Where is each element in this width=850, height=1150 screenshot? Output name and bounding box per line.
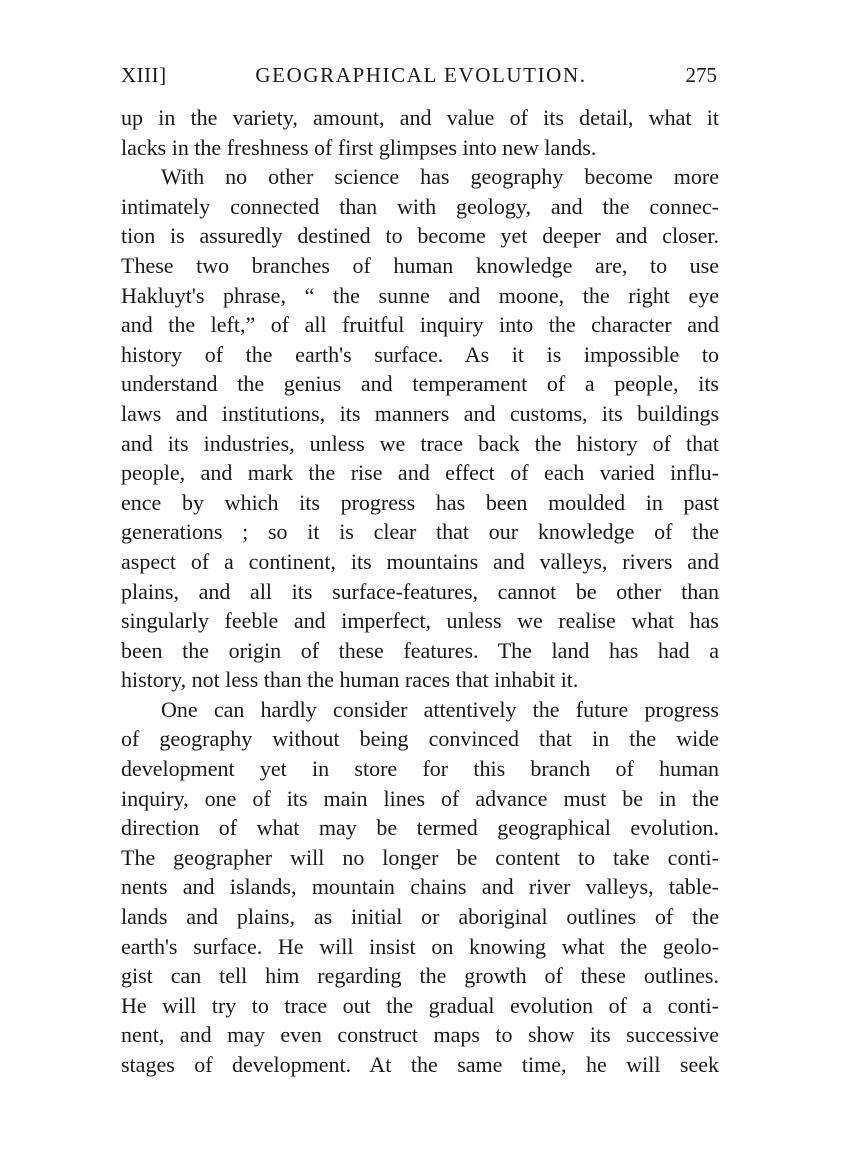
body-text — [121, 103, 719, 1080]
text-line: laws and institutions, its manners and customs, its buildings — [121, 400, 719, 426]
text-line: stages of development. At the same time, he will seek — [121, 1052, 719, 1077]
text-line: gist can tell him regarding the growth of these outlines. — [121, 963, 719, 989]
text-line: history, not less than the human races that inhabit it. — [121, 667, 579, 693]
text-line: tion is assuredly destined to become yet deeper and closer. — [121, 223, 719, 249]
paragraph-geology — [121, 162, 719, 695]
text-line: ence by which its progress has been moulded in past — [121, 489, 719, 515]
text-line: generations ; so it is clear that our knowledge of the — [121, 519, 719, 545]
paragraph-continuation — [121, 103, 719, 162]
page-number: 275 — [685, 63, 717, 87]
text-line: inquiry, one of its main lines of advance must be in the — [121, 785, 719, 811]
text-line: earth's surface. He will insist on knowing what the geolo- — [121, 933, 719, 959]
text-line: intimately connected than with geology, and the connec- — [121, 193, 719, 219]
text-line: of geography without being convinced that in the wide — [121, 726, 719, 752]
text-line: been the origin of these features. The land has had a — [121, 637, 719, 663]
text-line: people, and mark the rise and effect of each varied influ- — [121, 460, 719, 486]
text-line: aspect of a continent, its mountains and valleys, rivers and — [121, 548, 719, 574]
text-line: up in the variety, amount, and value of its detail, what it — [121, 105, 719, 130]
paragraph-evolution — [121, 695, 719, 1080]
text-line: He will try to trace out the gradual evolution of a conti- — [121, 992, 719, 1018]
text-line: Hakluyt's phrase, “ the sunne and moone, the right eye — [121, 282, 719, 308]
text-line: plains, and all its surface-features, cannot be other than — [121, 578, 719, 604]
text-line: history of the earth's surface. As it is impossible to — [121, 341, 719, 367]
text-line: and the left,” of all fruitful inquiry into the character and — [121, 312, 719, 338]
text-line: lands and plains, as initial or aboriginal outlines of the — [121, 904, 719, 930]
text-line: understand the genius and temperament of a people, its — [121, 371, 719, 397]
text-line: direction of what may be termed geographical evolution. — [121, 815, 719, 841]
running-head — [121, 60, 721, 90]
text-line: lacks in the freshness of first glimpses into new lands. — [121, 134, 597, 160]
chapter-number: XIII] — [121, 63, 167, 87]
text-line: and its industries, unless we trace back the history of that — [121, 430, 719, 456]
text-line: One can hardly consider attentively the future progress — [161, 696, 719, 722]
text-line: singularly feeble and imperfect, unless we realise what has — [121, 608, 719, 634]
text-line: development yet in store for this branch of human — [121, 756, 719, 782]
text-line: nents and islands, mountain chains and river valleys, table- — [121, 874, 719, 900]
text-line: nent, and may even construct maps to show its successive — [121, 1022, 719, 1048]
text-line: These two branches of human knowledge are, to use — [121, 252, 719, 278]
running-title: GEOGRAPHICAL EVOLUTION. — [255, 63, 587, 87]
text-line: With no other science has geography become more — [161, 164, 719, 190]
text-line: The geographer will no longer be content to take conti- — [121, 844, 719, 870]
